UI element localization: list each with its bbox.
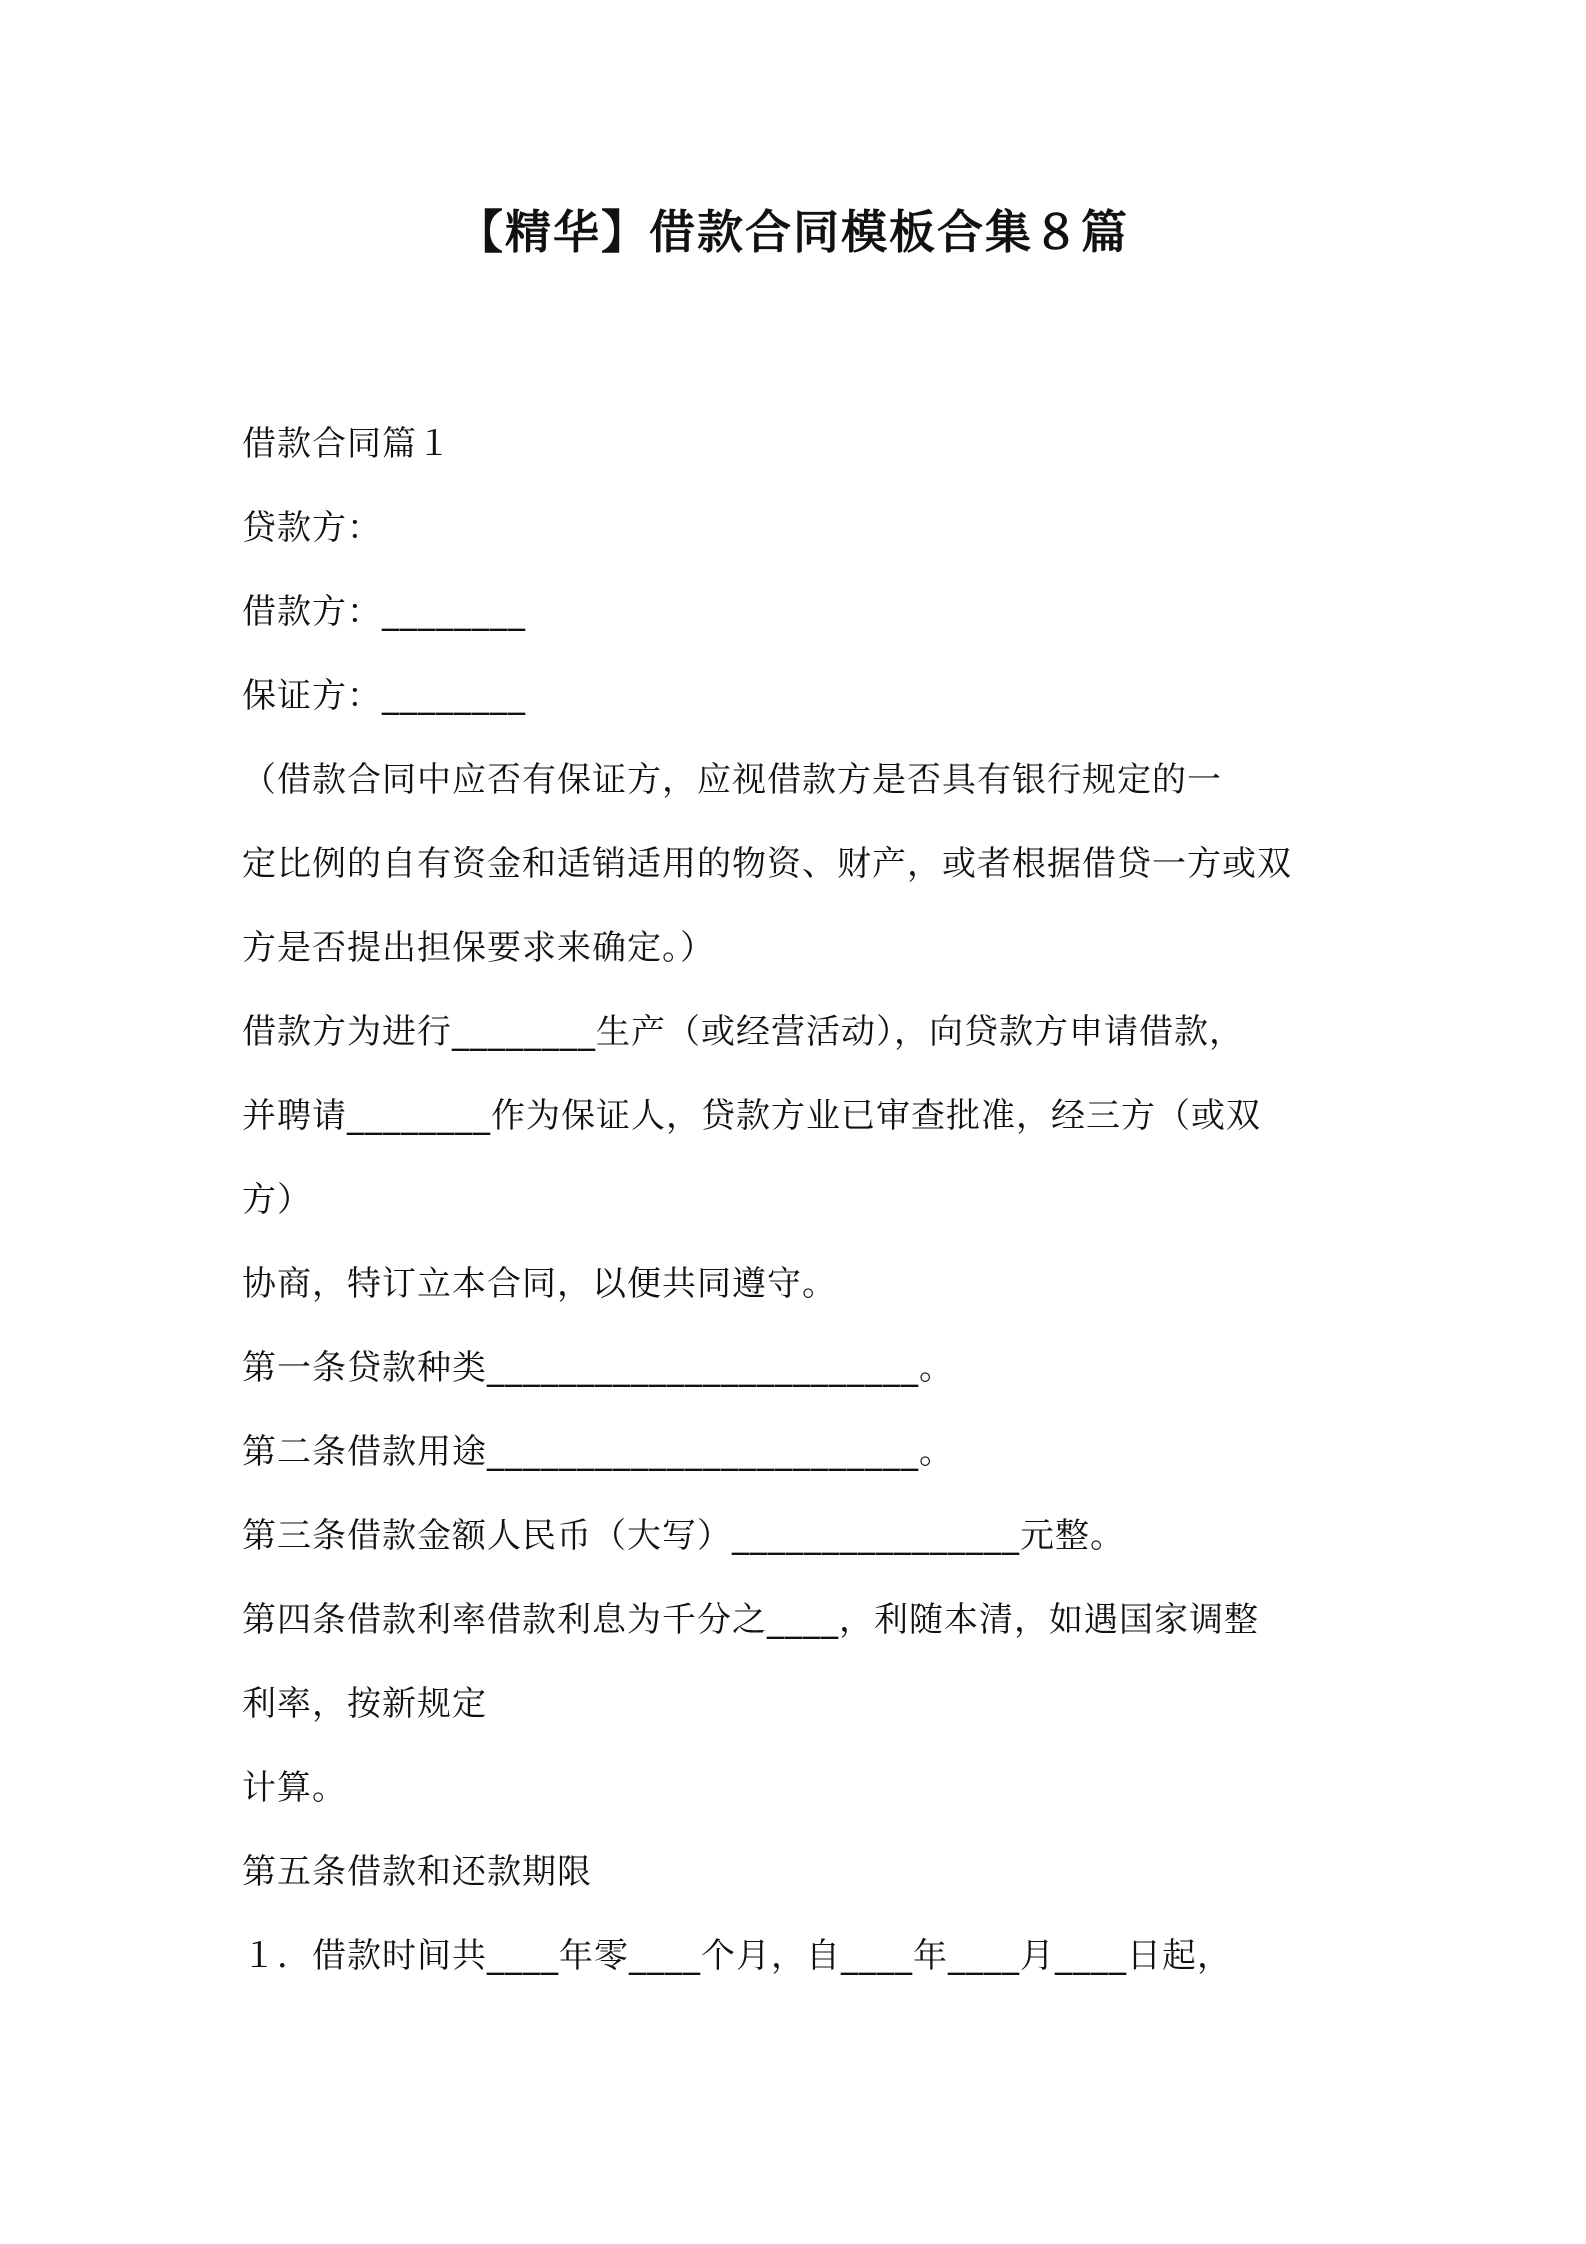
article-3: 第三条借款金额人民币（大写）________________元整。 (242, 1516, 1125, 1556)
paragraph-line: 定比例的自有资金和适销适用的物资、财产，或者根据借贷一方或双 (242, 844, 1292, 884)
paragraph-line: 借款方为进行________生产（或经营活动），向贷款方申请借款， (242, 1012, 1244, 1052)
document-body (242, 402, 1372, 1998)
section-heading: 借款合同篇１ (242, 424, 452, 464)
paragraph-line: 利率，按新规定 (242, 1684, 487, 1724)
paragraph-line: 方） (242, 1180, 312, 1220)
article-4: 第四条借款利率借款利息为千分之____，利随本清，如遇国家调整 (242, 1600, 1259, 1640)
clause-1: １．借款时间共____年零____个月，自____年____月____日起， (242, 1936, 1232, 1976)
article-2: 第二条借款用途________________________。 (242, 1432, 954, 1472)
article-5: 第五条借款和还款期限 (242, 1852, 592, 1892)
guarantor-field: 保证方：________ (242, 676, 526, 716)
borrower-field: 借款方：________ (242, 592, 526, 632)
paragraph-line: 计算。 (242, 1768, 347, 1808)
paragraph-line: 并聘请________作为保证人，贷款方业已审查批准，经三方（或双 (242, 1096, 1261, 1136)
paragraph-line: 方是否提出担保要求来确定。） (242, 928, 715, 968)
lender-field: 贷款方： (242, 508, 382, 548)
paragraph-line: 协商，特订立本合同，以便共同遵守。 (242, 1264, 837, 1304)
paragraph-line: （借款合同中应否有保证方，应视借款方是否具有银行规定的一 (242, 760, 1222, 800)
article-1: 第一条贷款种类________________________。 (242, 1348, 954, 1388)
document-title: 【精华】借款合同模板合集８篇 (457, 205, 1129, 259)
